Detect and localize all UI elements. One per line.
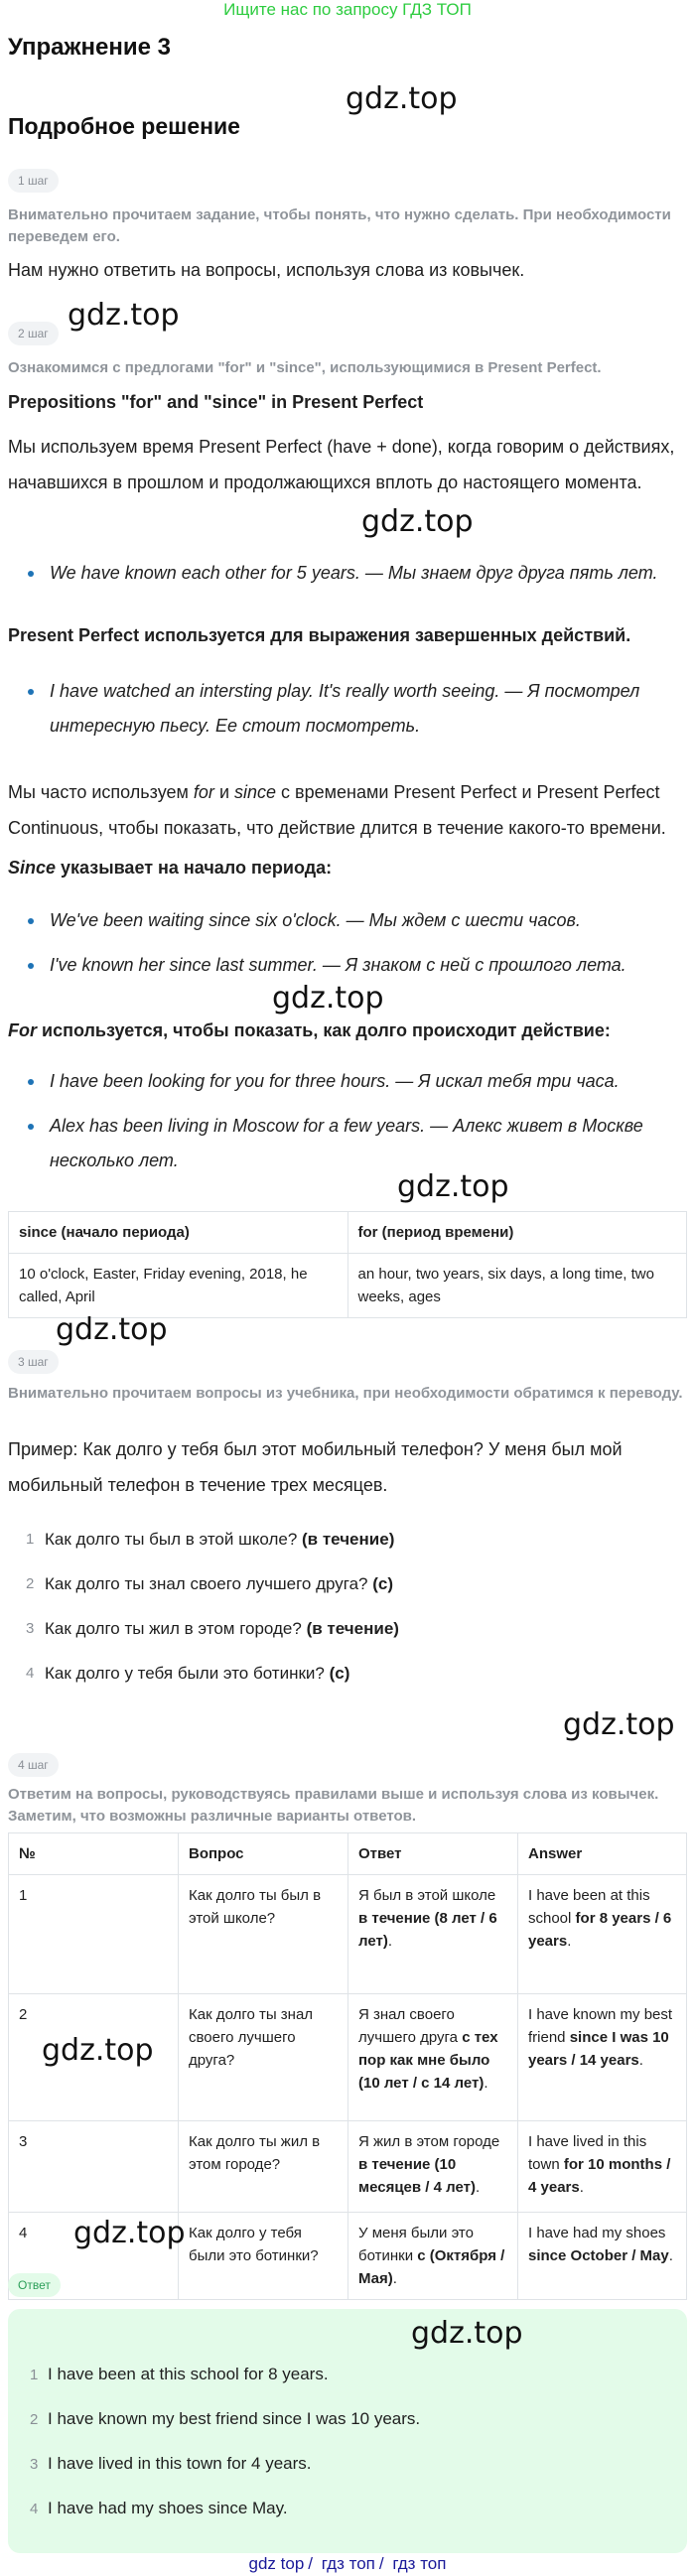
watermark: gdz.top: [361, 504, 474, 539]
hint-text: (с): [329, 1664, 350, 1683]
list-number: 4: [30, 2501, 39, 2517]
watermark: gdz.top: [411, 2316, 523, 2351]
text-fragment: и: [213, 782, 234, 802]
text-fragment: since: [234, 782, 277, 802]
page-title: Упражнение 3: [8, 34, 171, 61]
step-note: Ознакомимся с предлогами "for" и "since", использующимися в Present Perfect.: [8, 359, 602, 376]
text-fragment: Как долго ты знал своего лучшего друга?: [45, 1574, 373, 1593]
section-heading: [8, 1020, 611, 1041]
text-fragment: Как долго ты жил в этом городе?: [45, 1619, 307, 1638]
text-fragment: .: [567, 1933, 572, 1950]
footer-link[interactable]: гдз топ: [321, 2554, 375, 2573]
text-fragment: в течение (10 месяцев / 4 лет): [358, 2156, 476, 2196]
list-number: 1: [30, 2367, 39, 2383]
bullet-icon: [28, 1124, 34, 1130]
table-cell: 10 o'clock, Easter, Friday evening, 2018, he called, April: [9, 1254, 348, 1318]
text-fragment: For: [8, 1020, 37, 1040]
prepositions-table: [8, 1211, 687, 1318]
list-item: [28, 948, 663, 983]
bullet-icon: [28, 1079, 34, 1085]
section-title: Подробное решение: [8, 113, 240, 139]
text-fragment: Я знал своего лучшего друга: [358, 2006, 463, 2046]
table-row: [9, 1254, 687, 1318]
section-heading: Present Perfect используется для выражения завершенных действий.: [8, 625, 631, 645]
text-fragment: I have had my shoes: [528, 2225, 666, 2241]
answer-box: [8, 2309, 687, 2553]
text-fragment: I have lived in this town: [528, 2133, 647, 2173]
example-text: Alex has been living in Moscow for a few years. — Алекс живет в Москве несколько лет.: [50, 1116, 643, 1170]
table-cell: 4: [9, 2213, 179, 2300]
example-text: We've been waiting since six o'clock. — Мы ждем с шести часов.: [50, 910, 581, 930]
text-fragment: for 10 months / 4 years: [528, 2156, 671, 2196]
table-header-row: [9, 1212, 687, 1254]
question-text: [45, 1561, 393, 1606]
table-row: [9, 2121, 687, 2213]
watermark: gdz.top: [563, 1707, 675, 1742]
text-fragment: Мы часто используем: [8, 782, 194, 802]
table-cell: 3: [9, 2121, 179, 2213]
text-fragment: Я жил в этом городе: [358, 2133, 500, 2150]
text-fragment: I have known my best friend: [528, 2006, 673, 2046]
table-cell: [348, 1875, 518, 1994]
list-number: 2: [30, 2411, 39, 2428]
step-note: Ответим на вопросы, руководствуясь правилами выше и используя слова из ковычек. Заметим, что возможны различные варианты ответов.: [8, 1786, 659, 1825]
hint-text: (в течение): [306, 1619, 399, 1638]
footer-links: gdz top / гдз топ / гдз топ: [248, 2554, 447, 2573]
table-cell: 2: [9, 1994, 179, 2121]
text-fragment: используется, чтобы показать, как долго происходит действие:: [37, 1020, 611, 1040]
text-fragment: .: [668, 2247, 673, 2264]
table-cell: [348, 2213, 518, 2300]
text-fragment: .: [387, 1933, 392, 1950]
text-fragment: Как долго у тебя были это ботинки?: [45, 1664, 330, 1683]
bullet-icon: [28, 689, 34, 695]
text-fragment: since October / May: [528, 2247, 669, 2264]
answer-badge: Ответ: [8, 2273, 61, 2297]
table-header-cell: Вопрос: [179, 1833, 348, 1875]
top-banner[interactable]: Ищите нас по запросу ГДЗ ТОП: [223, 0, 472, 19]
bullet-icon: [28, 571, 34, 577]
text-fragment: since I was 10 years / 14 years: [528, 2029, 669, 2069]
step-note: Внимательно прочитаем вопросы из учебника, при необходимости обратимся к переводу.: [8, 1385, 683, 1402]
table-cell: [518, 1875, 687, 1994]
text-fragment: с (Октября / Мая): [358, 2247, 505, 2287]
table-header-cell: for (период времени): [348, 1212, 687, 1254]
table-header-row: [9, 1833, 687, 1875]
list-number: 3: [30, 2456, 39, 2473]
bullet-icon: [28, 918, 34, 924]
table-cell: 1: [9, 1875, 179, 1994]
text-fragment: for: [193, 782, 214, 802]
example-text: I have been looking for you for three hours. — Я искал тебя три часа.: [50, 1071, 620, 1091]
text-fragment: Как долго ты был в этой школе?: [45, 1530, 302, 1549]
text-fragment: .: [484, 2075, 488, 2092]
answer-item: [30, 2409, 421, 2429]
answer-item: [30, 2499, 288, 2518]
questions-list: [8, 1517, 683, 1695]
watermark: gdz.top: [56, 1312, 168, 1347]
list-item: [8, 1517, 683, 1561]
text-fragment: Я был в этой школе: [358, 1887, 496, 1904]
example-text: I have watched an intersting play. It's really worth seeing. — Я посмотрел интересную пьесу. Ее стоит посмотреть.: [50, 681, 640, 736]
answer-text: I have been at this school for 8 years.: [48, 2365, 329, 2383]
step-badge: 4 шаг: [8, 1753, 59, 1777]
table-cell: [518, 2213, 687, 2300]
text-fragment: в течение (8 лет / 6 лет): [358, 1910, 497, 1950]
list-item: [28, 1064, 663, 1099]
answer-item: [30, 2365, 329, 2384]
list-number: 1: [26, 1531, 35, 1548]
table-cell: an hour, two years, six days, a long time, two weeks, ages: [348, 1254, 687, 1318]
text-fragment: с временами Present Perfect и Present Perfect Continuous, чтобы показать, что действие длится в течение какого-то времени.: [8, 782, 666, 838]
list-item: [28, 674, 663, 744]
watermark: gdz.top: [42, 2033, 154, 2068]
watermark: gdz.top: [272, 981, 384, 1016]
table-cell: Как долго ты жил в этом городе?: [179, 2121, 348, 2213]
answer-text: I have known my best friend since I was 10 years.: [48, 2409, 421, 2428]
table-cell: [348, 1994, 518, 2121]
text-fragment: указывает на начало периода:: [56, 858, 333, 878]
answer-item: [30, 2454, 312, 2474]
text-fragment: .: [638, 2052, 643, 2069]
table-header-cell: Answer: [518, 1833, 687, 1875]
watermark: gdz.top: [73, 2216, 186, 2250]
paragraph: Мы используем время Present Perfect (have + done), когда говорим о действиях, начавшихся в прошлом и продолжающихся вплоть до настоящего момента.: [8, 437, 675, 492]
list-number: 2: [26, 1575, 35, 1592]
list-item: [8, 1606, 683, 1651]
list-item: [28, 1109, 663, 1178]
section-heading: Prepositions "for" and "since" in Present Perfect: [8, 392, 424, 412]
step-badge: 2 шаг: [8, 322, 59, 345]
step-badge: 3 шаг: [8, 1350, 59, 1374]
table-header-cell: Ответ: [348, 1833, 518, 1875]
list-item: [8, 1651, 683, 1695]
watermark: gdz.top: [68, 298, 180, 333]
section-heading: [8, 858, 332, 879]
text-fragment: .: [392, 2270, 397, 2287]
text-fragment: for 8 years / 6 years: [528, 1910, 672, 1950]
answer-text: I have lived in this town for 4 years.: [48, 2454, 312, 2473]
table-cell: Как долго у тебя были это ботинки?: [179, 2213, 348, 2300]
answer-text: I have had my shoes since May.: [48, 2499, 288, 2517]
text-fragment: У меня были это ботинки: [358, 2225, 474, 2264]
watermark: gdz.top: [346, 81, 458, 116]
question-text: [45, 1517, 394, 1561]
list-number: 3: [26, 1620, 35, 1637]
table-cell: [518, 1994, 687, 2121]
bullet-icon: [28, 963, 34, 969]
text-fragment: I have been at this school: [528, 1887, 650, 1927]
table-header-cell: since (начало периода): [9, 1212, 348, 1254]
list-number: 4: [26, 1665, 35, 1682]
paragraph: [8, 774, 683, 846]
hint-text: (в течение): [302, 1530, 395, 1549]
list-item: [8, 1561, 683, 1606]
text-fragment: .: [579, 2179, 584, 2196]
question-text: [45, 1651, 349, 1695]
text-fragment: .: [475, 2179, 481, 2196]
step-text: Нам нужно ответить на вопросы, используя слова из ковычек.: [8, 260, 525, 280]
footer-link[interactable]: гдз топ: [392, 2554, 447, 2573]
table-cell: [348, 2121, 518, 2213]
question-text: [45, 1606, 399, 1651]
hint-text: (с): [372, 1574, 394, 1593]
watermark: gdz.top: [397, 1169, 509, 1204]
table-cell: Как долго ты был в этой школе?: [179, 1875, 348, 1994]
paragraph: Пример: Как долго у тебя был этот мобильный телефон? У меня был мой мобильный телефон в течение трех месяцев.: [8, 1439, 623, 1495]
table-cell: Как долго ты знал своего лучшего друга?: [179, 1994, 348, 2121]
list-item: [28, 903, 663, 938]
example-text: We have known each other for 5 years. — Мы знаем друг друга пять лет.: [50, 563, 658, 583]
list-item: [28, 556, 663, 591]
table-row: [9, 1875, 687, 1994]
text-fragment: Since: [8, 858, 57, 878]
footer-link[interactable]: gdz top: [248, 2554, 305, 2573]
example-text: I've known her since last summer. — Я знаком с ней с прошлого лета.: [50, 955, 626, 975]
table-header-cell: №: [9, 1833, 179, 1875]
table-cell: [518, 2121, 687, 2213]
step-note: Внимательно прочитаем задание, чтобы понять, что нужно сделать. При необходимости переведем его.: [8, 206, 671, 245]
text-fragment: с тех пор как мне было (10 лет / с 14 лет): [358, 2029, 498, 2092]
step-badge: 1 шаг: [8, 169, 59, 193]
